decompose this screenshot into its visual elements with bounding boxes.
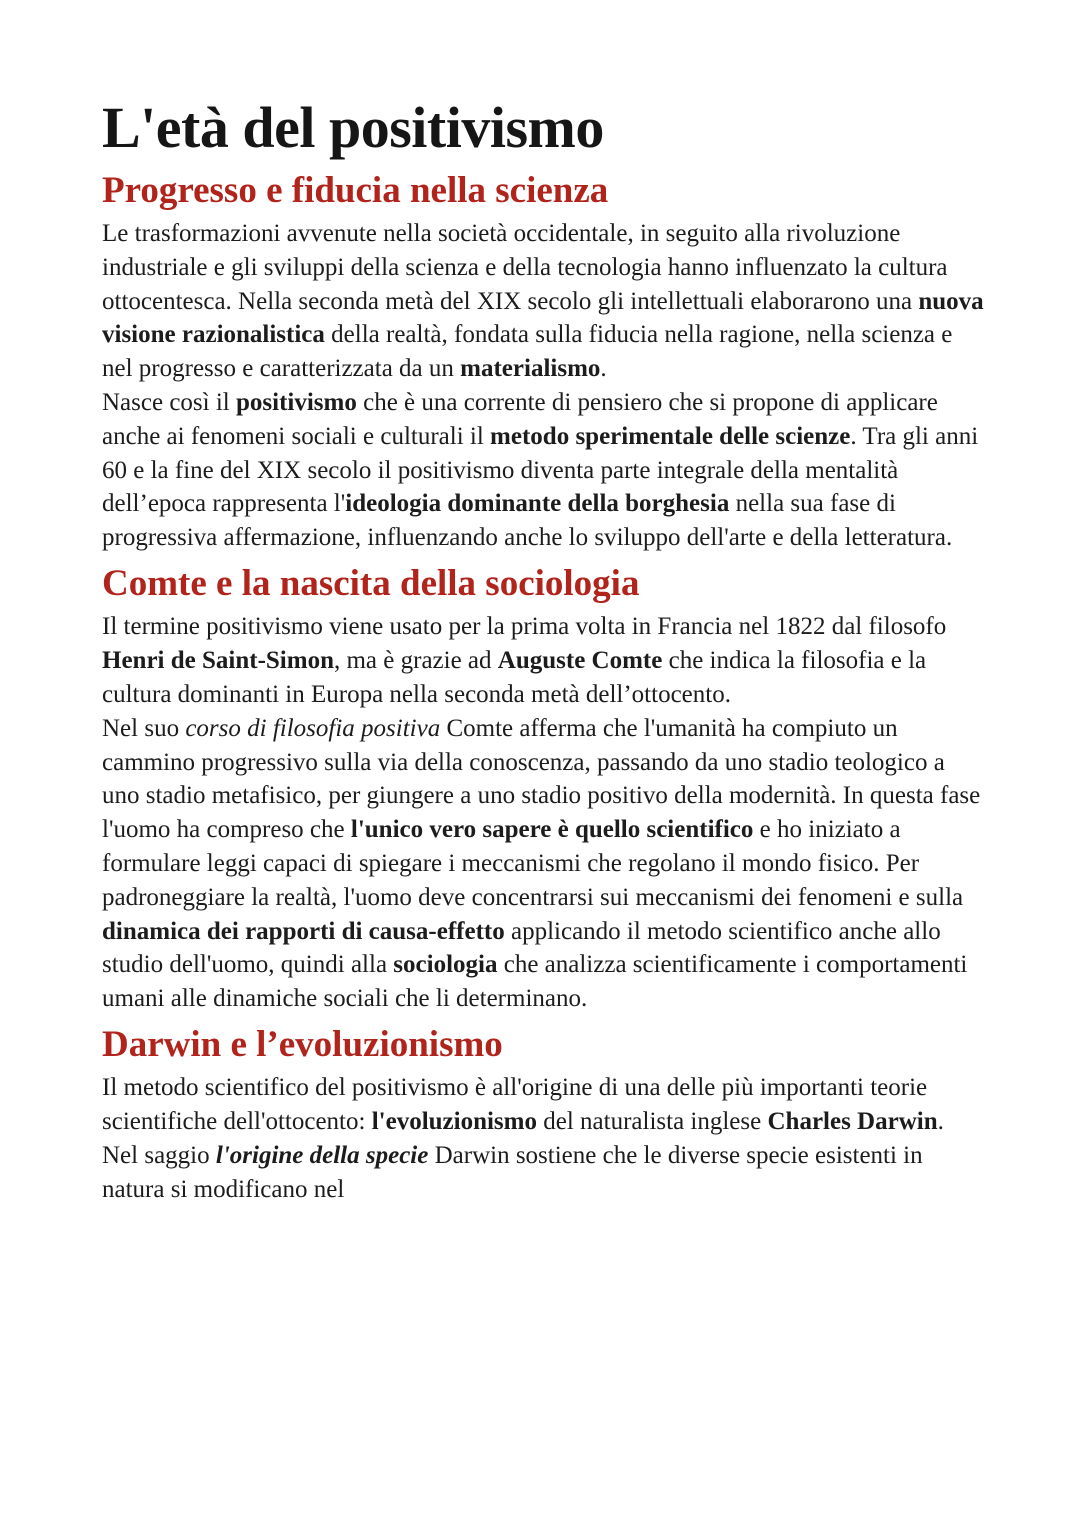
text-run: nella sua fase di progressiva affermazione, influenzando anche lo sviluppo dell'arte e della letteratura. [102, 490, 953, 552]
text-run: Nasce così il [102, 389, 236, 417]
text-run: dinamica dei rapporti di causa-effetto [102, 917, 505, 945]
text-run: Il termine positivismo viene usato per la prima volta in Francia nel 1822 dal filosofo [102, 613, 947, 641]
paragraph [102, 386, 985, 555]
text-run: Nel suo [102, 714, 186, 742]
text-run: corso di filosofia positiva [185, 714, 441, 742]
text-run: . Nel saggio [102, 1108, 944, 1169]
paragraph [102, 1071, 985, 1206]
text-run: , ma è grazie ad [333, 647, 498, 675]
text-run: Comte afferma che l'umanità ha compiuto un cammino progressivo sulla via della conoscenza, passando da uno stadio teologico a uno stadio metafisico, per giungere a uno stadio positivo della modernità. In questa fase l'uomo ha compreso che [102, 714, 981, 844]
paragraph [102, 217, 985, 386]
text-run: . Tra gli anni 60 e la fine del XIX secolo il positivismo diventa parte integrale della mentalità dell’epoca rappresenta l' [102, 422, 979, 518]
text-run: della realtà, fondata sulla fiducia nella ragione, nella scienza e nel progresso e caratterizzata da un [102, 321, 953, 383]
text-run: positivismo [235, 389, 357, 417]
text-run: che indica la filosofia e la cultura dominanti in Europa nella seconda metà dell’ottocento. [102, 647, 927, 708]
text-run: nuova visione razionalistica [102, 287, 984, 349]
text-run: applicando il metodo scientifico anche allo studio dell'uomo, quindi alla [102, 917, 941, 979]
text-run: sociologia [393, 951, 498, 979]
text-run: Charles Darwin [767, 1108, 938, 1136]
text-run: l'origine della specie [215, 1141, 429, 1169]
text-run: che è una corrente di pensiero che si propone di applicare anche ai fenomeni sociali e culturali il [102, 389, 938, 450]
text-run: Darwin sostiene che le diverse specie esistenti in natura si modificano nel [102, 1141, 923, 1203]
text-run: Il metodo scientifico del positivismo è all'origine di una delle più importanti teorie scientifiche dell'ottocento: [102, 1074, 928, 1136]
section-heading: Progresso e fiducia nella scienza [102, 169, 609, 211]
text-run: metodo sperimentale delle scienze [490, 422, 851, 450]
section-heading: Comte e la nascita della sociologia [102, 563, 640, 605]
text-run: Henri de Saint-Simon [102, 647, 334, 675]
text-run: Auguste Comte [497, 647, 663, 675]
text-run: del naturalista inglese [537, 1108, 768, 1136]
text-run: Le trasformazioni avvenute nella società occidentale, in seguito alla rivoluzione industriale e gli sviluppi della scienza e della tecnologia hanno influenzato la cultura ottocentesca. Nella seconda metà del XIX secolo gli intellettuali elaborarono una [102, 220, 948, 315]
text-run: che analizza scientificamente i comportamenti umani alle dinamiche sociali che li determinano. [102, 951, 968, 1013]
text-run: e ho iniziato a formulare leggi capaci di spiegare i meccanismi che regolano il mondo fisico. Per padroneggiare la realtà, l'uomo deve concentrarsi sui meccanismi dei fenomeni e sulla [102, 816, 964, 911]
text-run: l'evoluzionismo [371, 1108, 537, 1136]
text-run: . [600, 355, 607, 383]
paragraph [102, 610, 985, 711]
document-title: L'età del positivismo [102, 95, 604, 160]
section-heading: Darwin e l’evoluzionismo [102, 1023, 503, 1065]
text-run: materialismo [460, 355, 601, 383]
text-run: ideologia dominante della borghesia [345, 490, 730, 518]
document-body [102, 167, 985, 1207]
text-run: l'unico vero sapere è quello scientifico [350, 816, 754, 844]
paragraph [102, 712, 985, 1016]
